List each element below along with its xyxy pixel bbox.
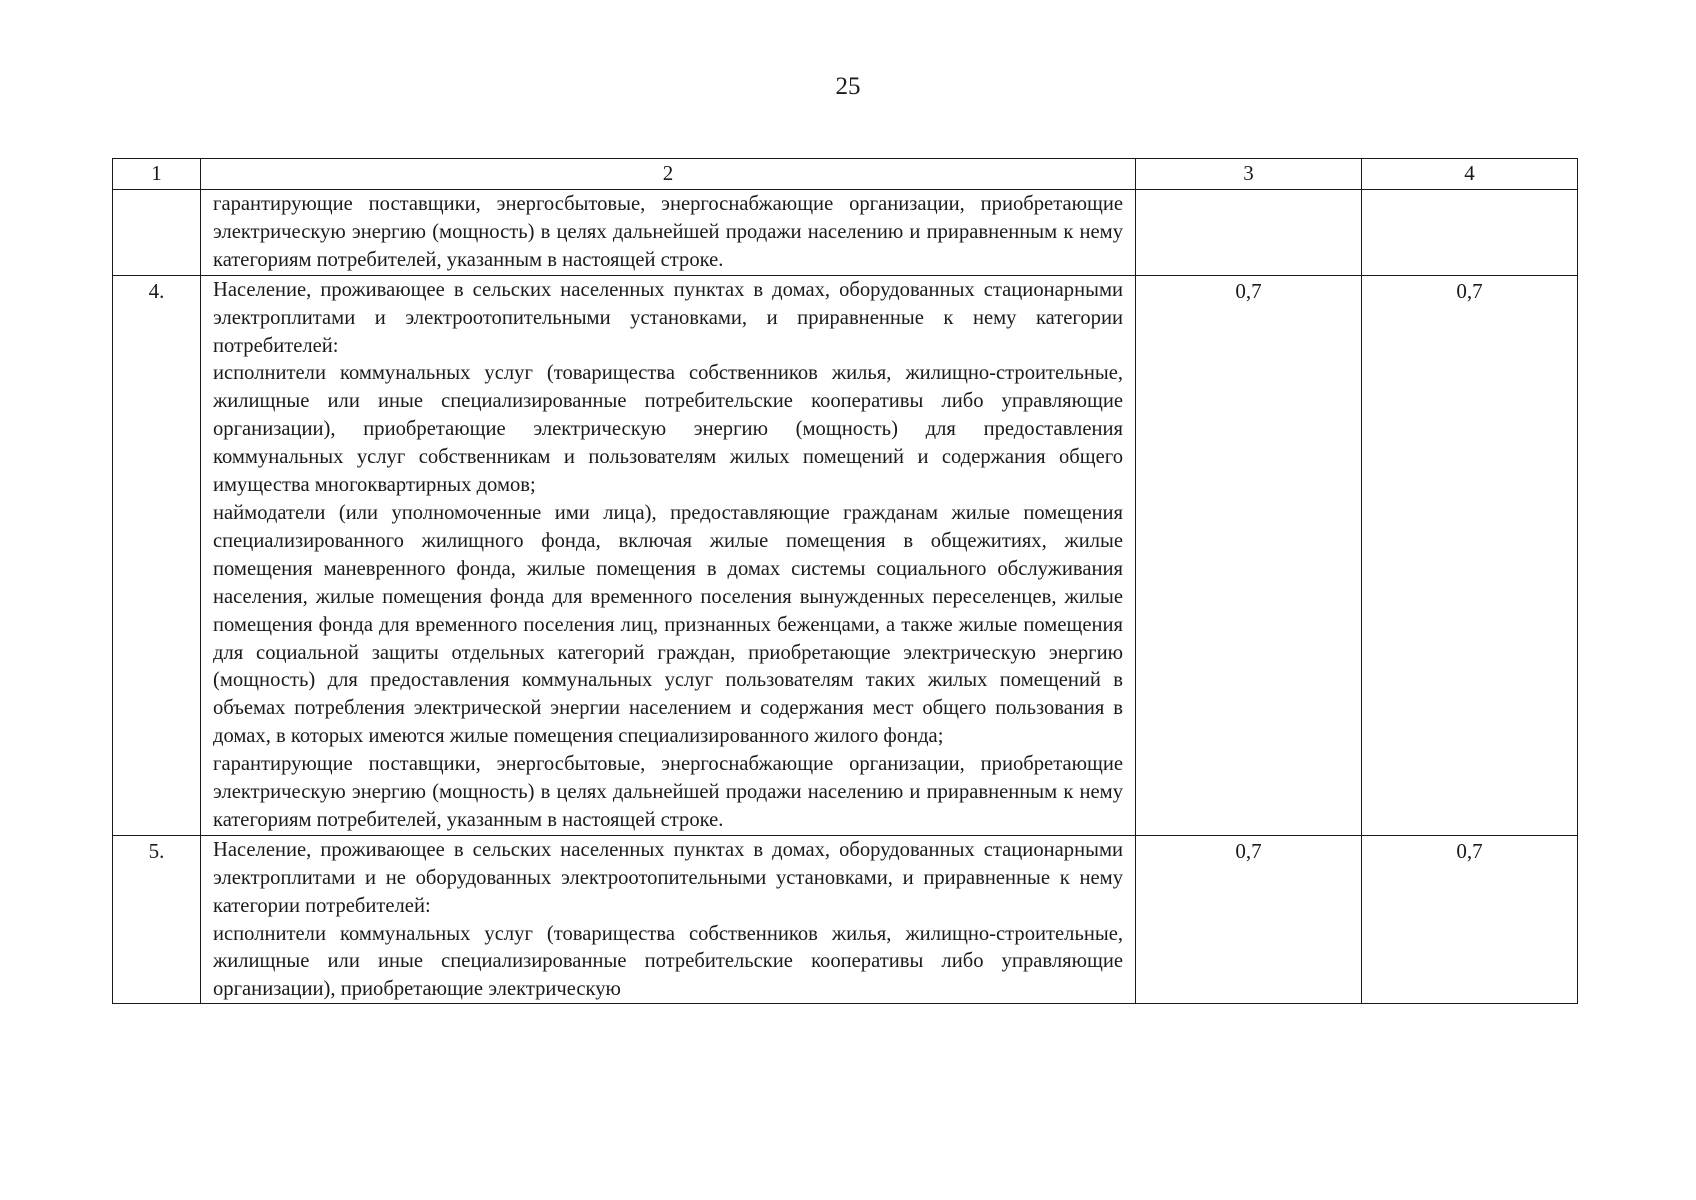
row-value-col4: 0,7 — [1362, 275, 1578, 835]
table-header-row — [113, 159, 1578, 190]
header-cell-3: 3 — [1136, 159, 1362, 190]
row-value-col4: 0,7 — [1362, 835, 1578, 1003]
header-cell-2: 2 — [201, 159, 1136, 190]
tariff-table — [112, 158, 1578, 1004]
row-paragraph: гарантирующие поставщики, энергосбытовые, энергоснабжающие организации, приобретающие электрическую энергию (мощность) в целях дальнейшей продажи населению и приравненным к нему категориям потребителей, указанным в настоящей строке. — [213, 193, 1123, 271]
row-paragraph: Население, проживающее в сельских населенных пунктах в домах, оборудованных стационарными электроплитами и электроотопительными установками, и приравненные к нему категории потребителей: — [213, 278, 1123, 357]
row-value-col3 — [1136, 190, 1362, 276]
table-row — [113, 275, 1578, 835]
row-number — [113, 190, 201, 276]
header-cell-1: 1 — [113, 159, 201, 190]
row-value-col3: 0,7 — [1136, 275, 1362, 835]
row-description-clip — [213, 837, 1123, 1003]
row-value-col3: 0,7 — [1136, 835, 1362, 1003]
row-paragraph: гарантирующие поставщики, энергосбытовые, энергоснабжающие организации, приобретающие электрическую энергию (мощность) в целях дальнейшей продажи населению и приравненным к нему категориям потребителей, указанным в настоящей строке. — [213, 753, 1123, 831]
row-paragraph: исполнители коммунальных услуг (товарищества собственников жилья, жилищно-строительные, жилищные или иные специализированные потребительские кооперативы либо управляющие организации), приобретающие электрическую — [213, 922, 1123, 1001]
row-description — [201, 275, 1136, 835]
table-row — [113, 190, 1578, 276]
page-number: 25 — [835, 73, 861, 100]
row-number: 5. — [113, 835, 201, 1003]
row-value-col4 — [1362, 190, 1578, 276]
row-number: 4. — [113, 275, 201, 835]
table-row — [113, 835, 1578, 1003]
header-cell-4: 4 — [1362, 159, 1578, 190]
row-paragraph: исполнители коммунальных услуг (товарищества собственников жилья, жилищно-строительные, жилищные или иные специализированные потребительские кооперативы либо управляющие организации), приобретающие электрическую энергию (мощность) для предоставления коммунальных услуг собственникам и пользователям жилых помещений и содержания общего имущества многоквартирных домов; — [213, 362, 1123, 497]
row-paragraph: наймодатели (или уполномоченные ими лица), предоставляющие гражданам жилые помещения специализированного жилищного фонда, включая жилые помещения в общежитиях, жилые помещения маневренного фонда, жилые помещения в домах системы социального обслуживания населения, жилые помещения фонда для временного поселения вынужденных переселенцев, жилые помещения фонда для временного поселения лиц, признанных беженцами, а также жилые помещения для социальной защиты отдельных категорий граждан, приобретающие электрическую энергию (мощность) для предоставления коммунальных услуг пользователям таких жилых помещений в объемах потребления электрической энергии населением и содержания мест общего пользования в домах, в которых имеются жилые помещения специализированного жилого фонда; — [213, 501, 1123, 748]
row-description — [201, 190, 1136, 276]
row-description — [201, 835, 1136, 1003]
row-paragraph: Население, проживающее в сельских населенных пунктах в домах, оборудованных стационарными электроплитами и не оборудованных электроотопительными установками, и приравненные к нему категории потребителей: — [213, 838, 1123, 917]
